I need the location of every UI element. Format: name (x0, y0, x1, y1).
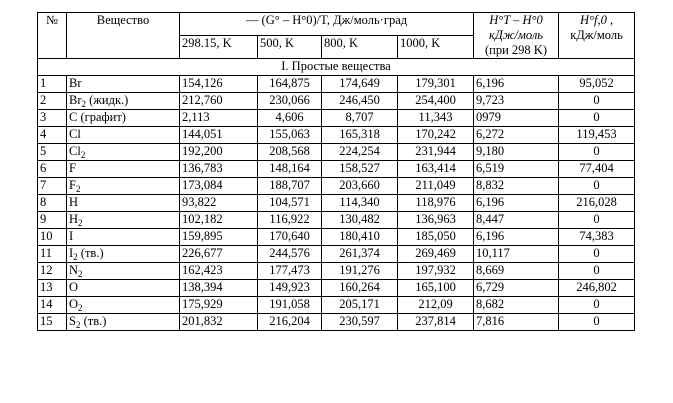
gibbs-298: 159,895 (180, 229, 258, 246)
substance-formula: S (69, 314, 76, 328)
gibbs-1000: 179,301 (398, 76, 474, 93)
header-enthalpy-diff-line2: кДж/моль (489, 28, 543, 42)
gibbs-1000: 212,09 (398, 297, 474, 314)
gibbs-500: 170,640 (258, 229, 322, 246)
gibbs-800: 114,340 (322, 195, 398, 212)
table-row (38, 161, 635, 178)
gibbs-298: 93,822 (180, 195, 258, 212)
header-formation-line1: H°f,0 , (579, 13, 614, 27)
substance-subscript: 2 (78, 269, 83, 279)
gibbs-298: 144,051 (180, 127, 258, 144)
gibbs-800: 165,318 (322, 127, 398, 144)
substance-formula: Br (69, 76, 82, 90)
gibbs-500: 155,063 (258, 127, 322, 144)
header-gibbs-group: — (G° – H°0)/T, Дж/моль·град (180, 13, 474, 36)
header-temp-800: 800, K (322, 36, 398, 59)
gibbs-500: 230,066 (258, 93, 322, 110)
formation-enthalpy: 95,052 (559, 76, 635, 93)
formation-enthalpy: 0 (559, 246, 635, 263)
table-row (38, 297, 635, 314)
table-row (38, 263, 635, 280)
substance-subscript: 2 (78, 218, 83, 228)
gibbs-1000: 254,400 (398, 93, 474, 110)
formation-enthalpy: 0 (559, 178, 635, 195)
substance-name (67, 161, 180, 178)
table-row (38, 229, 635, 246)
substance-name (67, 212, 180, 229)
gibbs-500: 4,606 (258, 110, 322, 127)
enthalpy-diff: 0979 (474, 110, 559, 127)
gibbs-1000: 136,963 (398, 212, 474, 229)
gibbs-800: 203,660 (322, 178, 398, 195)
section-title: I. Простые вещества (38, 59, 635, 76)
row-number: 12 (38, 263, 67, 280)
thermodynamic-table (37, 12, 635, 331)
table-row (38, 76, 635, 93)
gibbs-800: 246,450 (322, 93, 398, 110)
enthalpy-diff: 8,682 (474, 297, 559, 314)
substance-formula: Br (69, 93, 82, 107)
gibbs-298: 192,200 (180, 144, 258, 161)
substance-name (67, 144, 180, 161)
substance-name (67, 110, 180, 127)
row-number: 13 (38, 280, 67, 297)
gibbs-500: 116,922 (258, 212, 322, 229)
formation-enthalpy: 216,028 (559, 195, 635, 212)
formation-enthalpy: 0 (559, 212, 635, 229)
row-number: 14 (38, 297, 67, 314)
gibbs-298: 136,783 (180, 161, 258, 178)
header-enthalpy-diff (474, 13, 559, 59)
substance-name (67, 263, 180, 280)
gibbs-298: 226,677 (180, 246, 258, 263)
table-row (38, 212, 635, 229)
formation-enthalpy: 246,802 (559, 280, 635, 297)
substance-state: (жидк.) (86, 93, 129, 107)
substance-formula: C (графит) (69, 110, 126, 124)
gibbs-500: 177,473 (258, 263, 322, 280)
gibbs-1000: 11,343 (398, 110, 474, 127)
formation-enthalpy: 119,453 (559, 127, 635, 144)
substance-subscript: 2 (80, 150, 86, 160)
enthalpy-diff: 6,729 (474, 280, 559, 297)
formation-enthalpy: 0 (559, 93, 635, 110)
gibbs-500: 149,923 (258, 280, 322, 297)
enthalpy-diff: 6,272 (474, 127, 559, 144)
substance-name (67, 76, 180, 93)
substance-name (67, 195, 180, 212)
substance-formula: O (69, 280, 79, 294)
row-number: 15 (38, 314, 67, 331)
gibbs-500: 244,576 (258, 246, 322, 263)
formation-enthalpy: 0 (559, 314, 635, 331)
table-row (38, 127, 635, 144)
gibbs-298: 201,832 (180, 314, 258, 331)
row-number: 9 (38, 212, 67, 229)
gibbs-298: 138,394 (180, 280, 258, 297)
row-number: 7 (38, 178, 67, 195)
table-row (38, 144, 635, 161)
gibbs-500: 191,058 (258, 297, 322, 314)
enthalpy-diff: 6,196 (474, 229, 559, 246)
substance-name (67, 93, 180, 110)
gibbs-1000: 118,976 (398, 195, 474, 212)
substance-name (67, 314, 180, 331)
section-row (38, 59, 635, 76)
gibbs-1000: 185,050 (398, 229, 474, 246)
row-number: 2 (38, 93, 67, 110)
gibbs-1000: 231,944 (398, 144, 474, 161)
substance-formula: O (69, 297, 79, 311)
row-number: 5 (38, 144, 67, 161)
row-number: 1 (38, 76, 67, 93)
substance-formula: Cl (69, 127, 81, 141)
substance-subscript: 2 (81, 99, 86, 109)
row-number: 11 (38, 246, 67, 263)
substance-formula: Cl (69, 144, 81, 158)
gibbs-1000: 163,414 (398, 161, 474, 178)
table-row (38, 93, 635, 110)
gibbs-298: 175,929 (180, 297, 258, 314)
table-row (38, 246, 635, 263)
gibbs-800: 8,707 (322, 110, 398, 127)
substance-name (67, 178, 180, 195)
substance-name (67, 297, 180, 314)
gibbs-298: 102,182 (180, 212, 258, 229)
header-temp-500: 500, K (258, 36, 322, 59)
gibbs-800: 191,276 (322, 263, 398, 280)
substance-name (67, 127, 180, 144)
gibbs-1000: 269,469 (398, 246, 474, 263)
enthalpy-diff: 8,447 (474, 212, 559, 229)
table-row (38, 280, 635, 297)
row-number: 10 (38, 229, 67, 246)
gibbs-800: 205,171 (322, 297, 398, 314)
substance-name (67, 246, 180, 263)
row-number: 3 (38, 110, 67, 127)
gibbs-800: 158,527 (322, 161, 398, 178)
gibbs-298: 154,126 (180, 76, 258, 93)
gibbs-500: 216,204 (258, 314, 322, 331)
table-row (38, 110, 635, 127)
gibbs-298: 173,084 (180, 178, 258, 195)
header-formation-line2: кДж/моль (570, 28, 623, 42)
formation-enthalpy: 77,404 (559, 161, 635, 178)
gibbs-298: 162,423 (180, 263, 258, 280)
substance-subscript: 2 (75, 184, 81, 194)
gibbs-800: 130,482 (322, 212, 398, 229)
gibbs-1000: 170,242 (398, 127, 474, 144)
substance-state: (тв.) (77, 246, 104, 260)
header-temp-298: 298.15, K (180, 36, 258, 59)
enthalpy-diff: 6,519 (474, 161, 559, 178)
header-formation-enthalpy (559, 13, 635, 59)
enthalpy-diff: 8,669 (474, 263, 559, 280)
gibbs-1000: 211,049 (398, 178, 474, 195)
gibbs-1000: 165,100 (398, 280, 474, 297)
enthalpy-diff: 9,180 (474, 144, 559, 161)
gibbs-500: 208,568 (258, 144, 322, 161)
row-number: 8 (38, 195, 67, 212)
table-row (38, 178, 635, 195)
formation-enthalpy: 0 (559, 110, 635, 127)
gibbs-1000: 197,932 (398, 263, 474, 280)
header-temp-1000: 1000, K (398, 36, 474, 59)
gibbs-800: 180,410 (322, 229, 398, 246)
substance-formula: N (69, 263, 79, 277)
header-row-top (38, 13, 635, 36)
enthalpy-diff: 8,832 (474, 178, 559, 195)
gibbs-1000: 237,814 (398, 314, 474, 331)
gibbs-800: 261,374 (322, 246, 398, 263)
substance-formula: I (69, 246, 74, 260)
substance-name (67, 280, 180, 297)
gibbs-800: 174,649 (322, 76, 398, 93)
substance-formula: F (69, 178, 76, 192)
row-number: 4 (38, 127, 67, 144)
header-enthalpy-diff-line1: H°T – H°0 (489, 13, 543, 27)
gibbs-500: 188,707 (258, 178, 322, 195)
gibbs-298: 2,113 (180, 110, 258, 127)
gibbs-500: 104,571 (258, 195, 322, 212)
table-row (38, 195, 635, 212)
row-number: 6 (38, 161, 67, 178)
substance-formula: I (69, 229, 74, 243)
enthalpy-diff: 6,196 (474, 76, 559, 93)
gibbs-800: 224,254 (322, 144, 398, 161)
enthalpy-diff: 9,723 (474, 93, 559, 110)
substance-subscript: 2 (78, 303, 83, 313)
gibbs-800: 160,264 (322, 280, 398, 297)
gibbs-800: 230,597 (322, 314, 398, 331)
header-enthalpy-diff-line3: (при 298 K) (485, 43, 547, 57)
formation-enthalpy: 74,383 (559, 229, 635, 246)
enthalpy-diff: 7,816 (474, 314, 559, 331)
gibbs-500: 164,875 (258, 76, 322, 93)
substance-subscript: 2 (73, 252, 78, 262)
formation-enthalpy: 0 (559, 297, 635, 314)
formation-enthalpy: 0 (559, 263, 635, 280)
substance-subscript: 2 (75, 320, 81, 330)
table-row (38, 314, 635, 331)
substance-formula: H (69, 195, 79, 209)
substance-name (67, 229, 180, 246)
header-substance: Вещество (67, 13, 180, 59)
formation-enthalpy: 0 (559, 144, 635, 161)
enthalpy-diff: 6,196 (474, 195, 559, 212)
substance-formula: F (69, 161, 76, 175)
gibbs-298: 212,760 (180, 93, 258, 110)
gibbs-500: 148,164 (258, 161, 322, 178)
enthalpy-diff: 10,117 (474, 246, 559, 263)
substance-state: (тв.) (80, 314, 107, 328)
substance-formula: H (69, 212, 79, 226)
header-number: № (38, 13, 67, 59)
